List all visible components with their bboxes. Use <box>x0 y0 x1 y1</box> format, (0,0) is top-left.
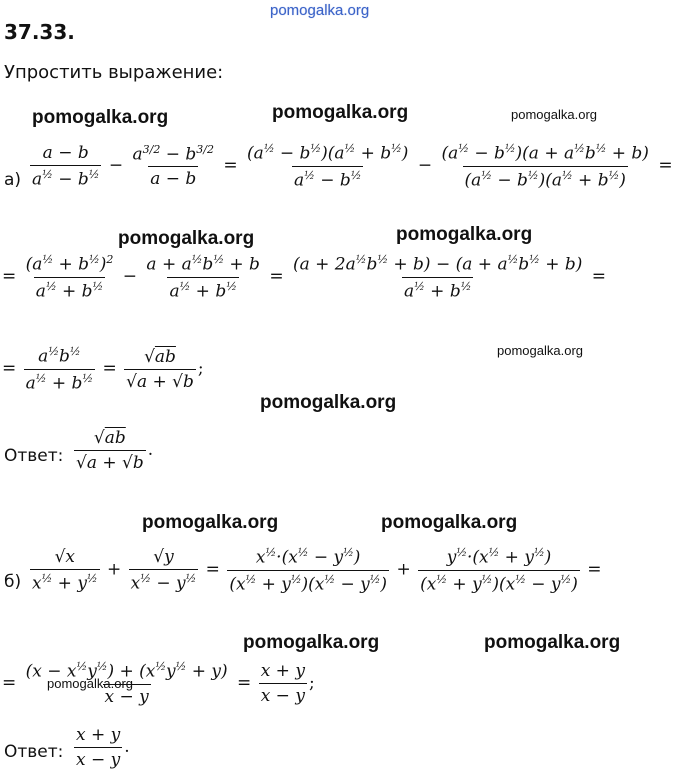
part-b-line2: = $\frac{(x - x^{\frac{1}{2}}y^{\frac{1}{2}}) + (x^{\frac{1}{2}}y^{\frac{1}{2}} + y)}{x - y}$ = $\frac{x + y}{x - y}$ ; <box>2 660 315 707</box>
fraction: $\frac{√y}{x^{\frac{1}{2}} - y^{\frac{1}{2}}}$ <box>130 546 197 594</box>
fraction: $\frac{a^{3/2} - b^{3/2}}{a - b}$ <box>132 142 214 190</box>
watermark[interactable]: pomogalka.org <box>381 512 518 533</box>
answer-label-b: Ответ: <box>4 742 64 762</box>
fraction: $\frac{(a^{\frac{1}{2}} - b^{\frac{1}{2}})(a + a^{\frac{1}{2}}b^{\frac{1}{2}} + b)}{(a^{\frac{1}{2}} - b^{\frac{1}{2}})(a^{\frac{1}{2}} + b^{\frac{1}{2}})}$ <box>441 142 649 191</box>
part-a-line2: = $\frac{(a^{\frac{1}{2}} + b^{\frac{1}{2}})^2}{a^{\frac{1}{2}} + b^{\frac{1}{2}}}$ − $\frac{a + a^{\frac{1}{2}}b^{\frac{1}{2}} + b}{a^{\frac{1}{2}} + b^{\frac{1}{2}}}$ = $\frac{(a + 2a^{\frac{1}{2}}b^{\frac{1}{2}} + b) - (a + a^{\frac{1}{2}}b^{\frac{1}{2}} + b)}{a^{\frac{1}{2}} + b^{\frac{1}{2}}}$ = <box>2 253 607 302</box>
watermark[interactable]: pomogalka.org <box>142 512 279 533</box>
fraction: $\frac{x + y}{x - y}$ <box>260 660 305 706</box>
fraction: $\frac{√ab}{√a + √b}$ <box>76 428 144 473</box>
fraction: $\frac{a - b}{a^{\frac{1}{2}} - b^{\frac{1}{2}}}$ <box>32 142 100 190</box>
watermark[interactable]: pomogalka.org <box>396 224 533 245</box>
fraction: $\frac{(x - x^{\frac{1}{2}}y^{\frac{1}{2}}) + (x^{\frac{1}{2}}y^{\frac{1}{2}} + y)}{x - y}$ <box>25 660 228 707</box>
watermark-top[interactable]: pomogalka.org <box>270 2 370 19</box>
part-b-label: б) <box>4 572 22 592</box>
part-a-label: а) <box>4 170 22 190</box>
fraction: $\frac{(a + 2a^{\frac{1}{2}}b^{\frac{1}{2}} + b) - (a + a^{\frac{1}{2}}b^{\frac{1}{2}} + b)}{a^{\frac{1}{2}} + b^{\frac{1}{2}}}$ <box>292 253 583 302</box>
fraction: $\frac{a^{\frac{1}{2}}b^{\frac{1}{2}}}{a^{\frac{1}{2}} + b^{\frac{1}{2}}}$ <box>25 345 94 394</box>
part-b-line1: $\frac{√x}{x^{\frac{1}{2}} + y^{\frac{1}{2}}}$ + $\frac{√y}{x^{\frac{1}{2}} - y^{\frac{1}{2}}}$ = $\frac{x^{\frac{1}{2}}\cdot(x^{\frac{1}{2}} - y^{\frac{1}{2}})}{(x^{\frac{1}{2}} + y^{\frac{1}{2}})(x^{\frac{1}{2}} - y^{\frac{1}{2}})}$ + $\frac{y^{\frac{1}{2}}\cdot(x^{\frac{1}{2}} + y^{\frac{1}{2}})}{(x^{\frac{1}{2}} + y^{\frac{1}{2}})(x^{\frac{1}{2}} - y^{\frac{1}{2}})}$ = <box>32 546 602 595</box>
watermark[interactable]: pomogalka.org <box>118 228 255 249</box>
part-a-line3: = $\frac{a^{\frac{1}{2}}b^{\frac{1}{2}}}{a^{\frac{1}{2}} + b^{\frac{1}{2}}}$ = $\frac{√ab}{√a + √b}$ ; <box>2 345 204 394</box>
answer-b: $\frac{x + y}{x - y}$ . <box>76 725 130 770</box>
watermark[interactable]: pomogalka.org <box>32 107 169 128</box>
task-text: Упростить выражение: <box>4 62 224 83</box>
fraction: $\frac{x + y}{x - y}$ <box>76 725 121 770</box>
fraction: $\frac{(a^{\frac{1}{2}} + b^{\frac{1}{2}})^2}{a^{\frac{1}{2}} + b^{\frac{1}{2}}}$ <box>25 253 114 302</box>
fraction: $\frac{y^{\frac{1}{2}}\cdot(x^{\frac{1}{2}} + y^{\frac{1}{2}})}{(x^{\frac{1}{2}} + y^{\frac{1}{2}})(x^{\frac{1}{2}} - y^{\frac{1}{2}})}$ <box>420 546 578 595</box>
fraction: $\frac{a + a^{\frac{1}{2}}b^{\frac{1}{2}} + b}{a^{\frac{1}{2}} + b^{\frac{1}{2}}}$ <box>146 253 260 302</box>
watermark[interactable]: pomogalka.org <box>511 107 597 122</box>
watermark[interactable]: pomogalka.org <box>272 102 409 123</box>
watermark[interactable]: pomogalka.org <box>243 632 380 653</box>
watermark[interactable]: pomogalka.org <box>260 392 397 413</box>
watermark[interactable]: pomogalka.org <box>497 343 583 358</box>
fraction: $\frac{(a^{\frac{1}{2}} - b^{\frac{1}{2}})(a^{\frac{1}{2}} + b^{\frac{1}{2}})}{a^{\frac{1}{2}} - b^{\frac{1}{2}}}$ <box>247 142 409 191</box>
fraction: $\frac{√ab}{√a + √b}$ <box>126 346 194 392</box>
part-a-line1: $\frac{a - b}{a^{\frac{1}{2}} - b^{\frac{1}{2}}}$ − $\frac{a^{3/2} - b^{3/2}}{a - b}$ = $\frac{(a^{\frac{1}{2}} - b^{\frac{1}{2}})(a^{\frac{1}{2}} + b^{\frac{1}{2}})}{a^{\frac{1}{2}} - b^{\frac{1}{2}}}$ − $\frac{(a^{\frac{1}{2}} - b^{\frac{1}{2}})(a + a^{\frac{1}{2}}b^{\frac{1}{2}} + b)}{(a^{\frac{1}{2}} - b^{\frac{1}{2}})(a^{\frac{1}{2}} + b^{\frac{1}{2}})}$ = <box>32 142 673 191</box>
problem-number: 37.33. <box>4 20 75 44</box>
answer-label-a: Ответ: <box>4 446 64 466</box>
fraction: $\frac{√x}{x^{\frac{1}{2}} + y^{\frac{1}{2}}}$ <box>32 546 98 594</box>
watermark[interactable]: pomogalka.org <box>47 676 133 691</box>
answer-a: $\frac{√ab}{√a + √b}$ . <box>76 428 154 473</box>
fraction: $\frac{x^{\frac{1}{2}}\cdot(x^{\frac{1}{2}} - y^{\frac{1}{2}})}{(x^{\frac{1}{2}} + y^{\frac{1}{2}})(x^{\frac{1}{2}} - y^{\frac{1}{2}})}$ <box>229 546 388 595</box>
watermark[interactable]: pomogalka.org <box>484 632 621 653</box>
